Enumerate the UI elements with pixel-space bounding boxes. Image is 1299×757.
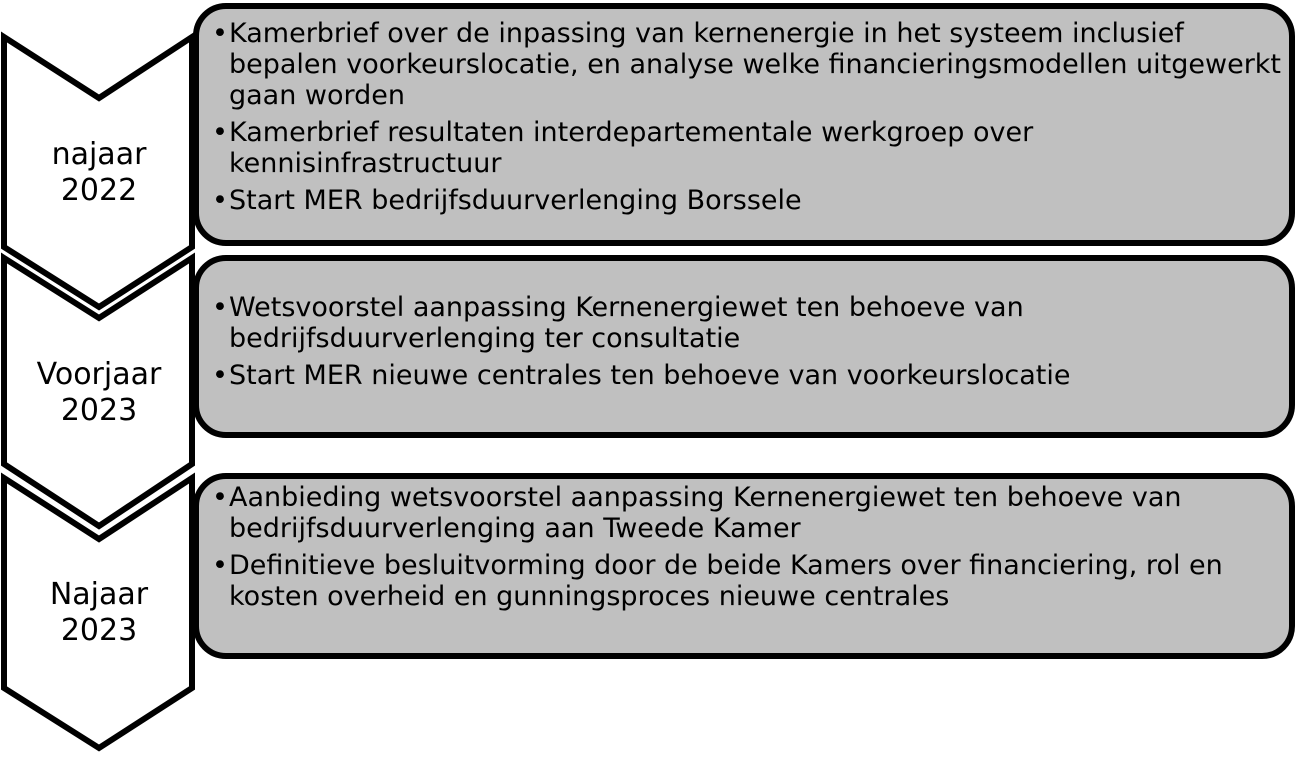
stage-2-item-1: • Wetsvoorstel aanpassing Kernenergiewet ten behoeve van bedrijfsduurverlenging ter consultatie [212,292,1287,354]
stage-1-item-1: • Kamerbrief over de inpassing van kernenergie in het systeem inclusief bepalen voorkeurslocatie, en analyse welke financieringsmodellen uitgewerkt gaan worden [212,18,1287,111]
stage-2-label-line1: Voorjaar [36,357,162,392]
stage-2-items [212,292,1287,397]
stage-1-chevron [4,37,192,307]
stage-2-item-2: • Start MER nieuwe centrales ten behoeve van voorkeurslocatie [212,360,1287,391]
stage-1-item-3: • Start MER bedrijfsduurverlenging Borssele [212,185,1287,216]
stage-3-label-line1: Najaar [49,577,149,612]
stage-2-label-line2: 2023 [60,393,138,428]
stage-3-label-line2: 2023 [60,613,138,648]
stage-1-label-line1: najaar [51,137,147,172]
stage-3-items [212,482,1292,618]
stage-1-label-line2: 2022 [60,173,138,208]
stage-1-item-2: • Kamerbrief resultaten interdepartementale werkgroep over kennisinfrastructuur [212,117,1287,179]
stage-3-item-1: • Aanbieding wetsvoorstel aanpassing Kernenergiewet ten behoeve van bedrijfsduurverlenging aan Tweede Kamer [212,482,1292,544]
stage-1-items [212,18,1287,222]
stage-3-item-2: • Definitieve besluitvorming door de beide Kamers over financiering, rol en kosten overheid en gunningsproces nieuwe centrales [212,550,1292,612]
